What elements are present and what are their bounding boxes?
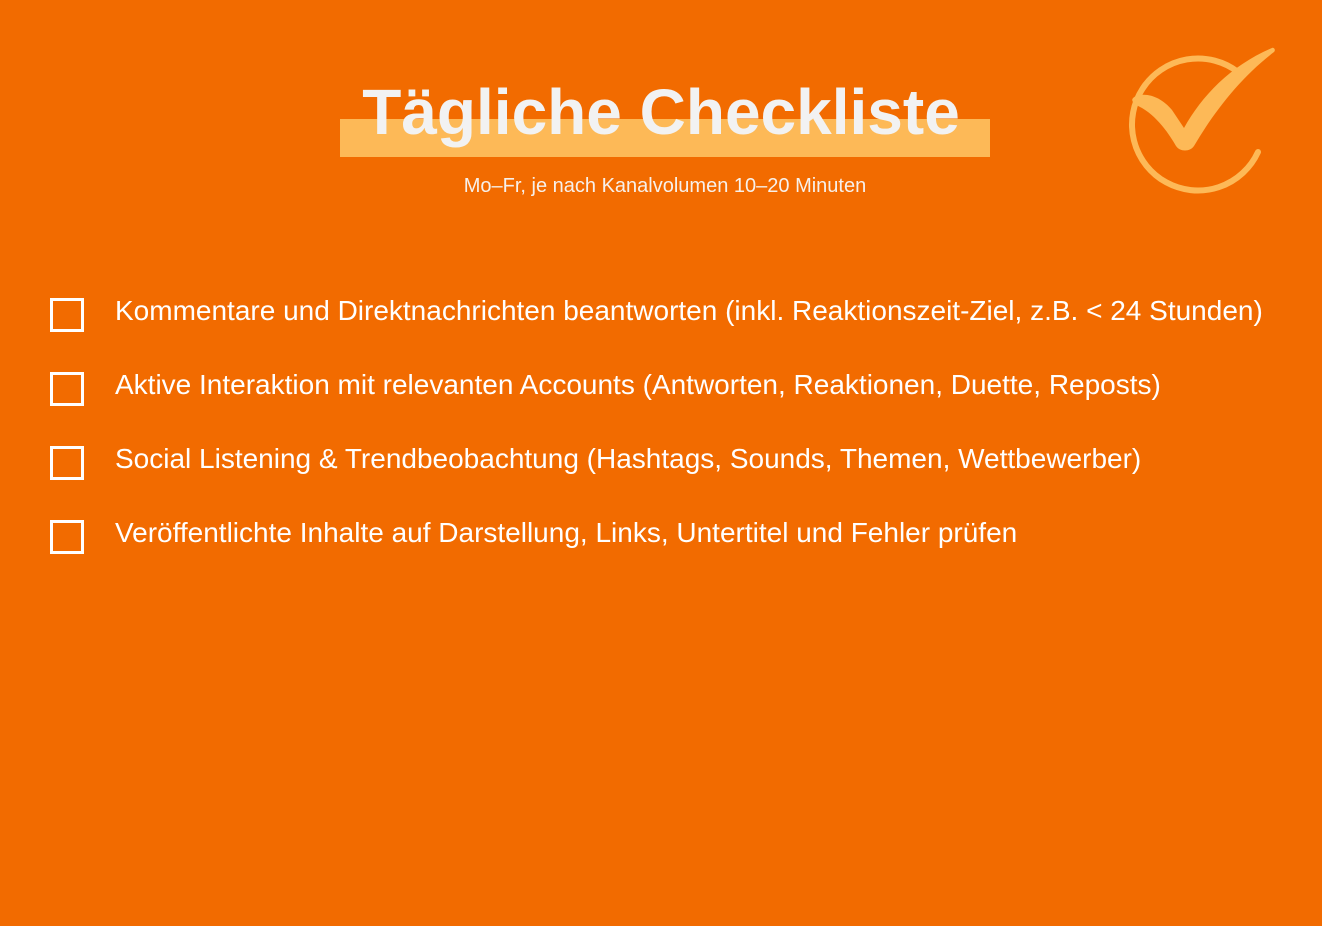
page-title: Tägliche Checkliste — [362, 76, 960, 148]
daily-checklist — [50, 292, 1280, 588]
checklist-item-label: Kommentare und Direktnachrichten beantworten (inkl. Reaktionszeit-Ziel, z.B. < 24 Stunden) — [115, 295, 1263, 326]
checkbox-icon[interactable] — [50, 298, 84, 332]
page-subtitle: Mo–Fr, je nach Kanalvolumen 10–20 Minuten — [463, 175, 867, 197]
checkbox-icon[interactable] — [50, 446, 84, 480]
checklist-item-label: Veröffentlichte Inhalte auf Darstellung, Links, Untertitel und Fehler prüfen — [115, 517, 1018, 548]
checklist-item-label: Aktive Interaktion mit relevanten Accounts (Antworten, Reaktionen, Duette, Reposts) — [115, 369, 1161, 400]
checklist-item[interactable] — [50, 292, 1280, 330]
checklist-item[interactable] — [50, 440, 1280, 478]
checklist-item-label: Social Listening & Trendbeobachtung (Hashtags, Sounds, Themen, Wettbewerber) — [115, 443, 1142, 474]
checkmark-circle-icon — [1118, 42, 1284, 198]
checkbox-icon[interactable] — [50, 520, 84, 554]
checklist-item[interactable] — [50, 366, 1280, 404]
checklist-item[interactable] — [50, 514, 1280, 552]
checkbox-icon[interactable] — [50, 372, 84, 406]
